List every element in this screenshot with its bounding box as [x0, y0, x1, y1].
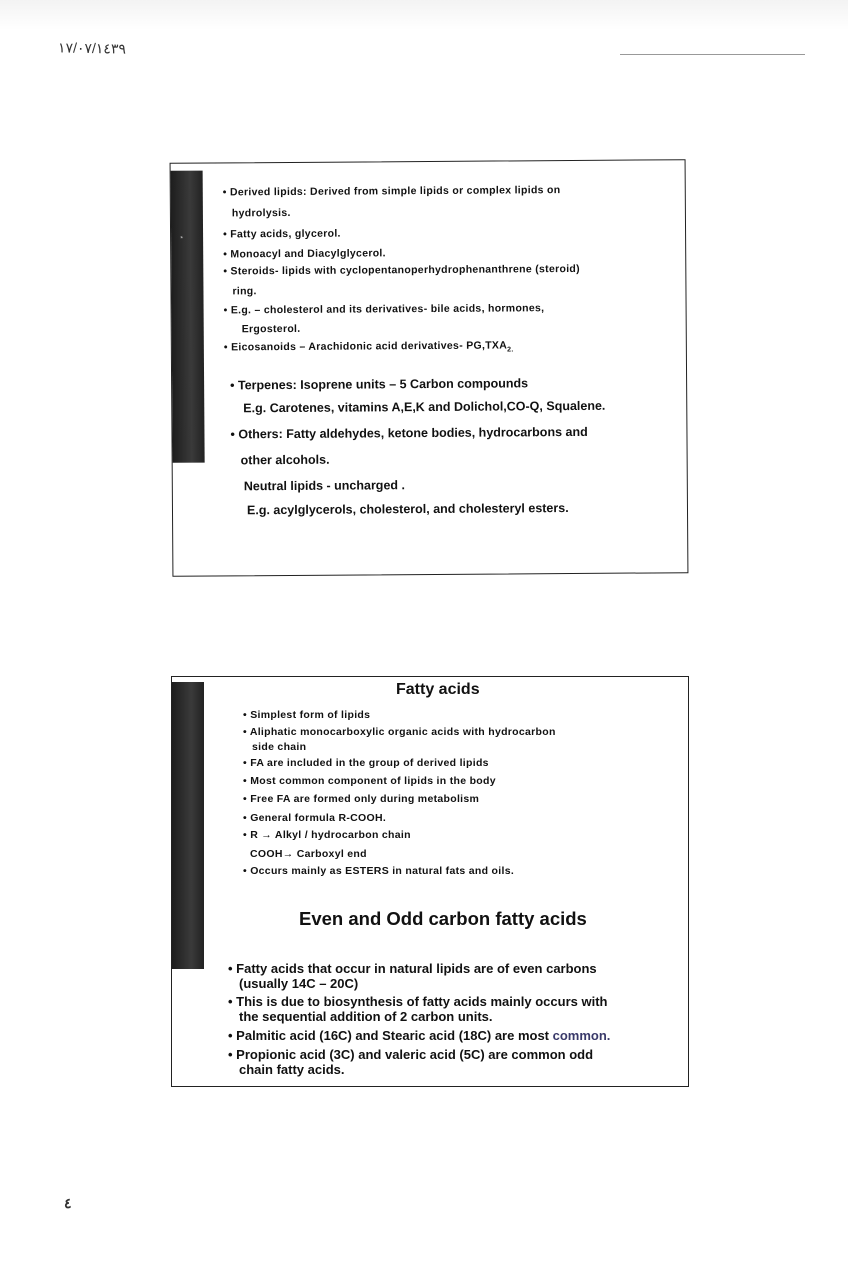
- eicosanoids-subscript: 2.: [507, 346, 514, 354]
- page-number: ٤: [64, 1195, 72, 1211]
- fa-item-9: • Occurs mainly as ESTERS in natural fats and oils.: [243, 865, 514, 877]
- slide-derived-lipids: [170, 159, 689, 577]
- neutral-lipids-example: E.g. acylglycerols, cholesterol, and cholesteryl esters.: [246, 501, 569, 518]
- others-cont: other alcohols.: [240, 452, 330, 468]
- derived-lipids-item: • Derived lipids: Derived from simple lipids or complex lipids on: [223, 184, 561, 198]
- fa-item-4: • Most common component of lipids in the body: [243, 775, 496, 787]
- slide-fatty-acids: [171, 676, 689, 1087]
- fa-item-7: • R → Alkyl / hydrocarbon chain: [243, 829, 411, 841]
- others-item: • Others: Fatty aldehydes, ketone bodies, hydrocarbons and: [230, 425, 587, 441]
- derived-lipids-cont: hydrolysis.: [231, 206, 291, 220]
- steroids-cont: ring.: [232, 285, 257, 298]
- even-item-4-cont: chain fatty acids.: [239, 1062, 345, 1077]
- cholesterol-example: • E.g. – cholesterol and its derivatives- bile acids, hormones,: [224, 302, 545, 316]
- scan-top-edge: [0, 0, 848, 30]
- even-item-4: • Propionic acid (3C) and valeric acid (5C) are common odd: [228, 1047, 593, 1062]
- eicosanoids-item: [224, 339, 514, 355]
- neutral-lipids: Neutral lipids - uncharged .: [243, 478, 406, 494]
- terpenes-example: E.g. Carotenes, vitamins A,E,K and Dolichol,CO-Q, Squalene.: [243, 398, 606, 416]
- slide-title: Fatty acids: [396, 681, 480, 698]
- fa-item-5: • Free FA are formed only during metabolism: [243, 793, 479, 805]
- even-item-3-end: common.: [552, 1028, 611, 1043]
- date-stamp: ١٧/٠٧/١٤٣٩: [57, 39, 127, 57]
- fa-item-1: • Simplest form of lipids: [243, 709, 370, 721]
- fa-item-2-cont: side chain: [252, 741, 307, 753]
- header-rule: [620, 54, 805, 55]
- steroids-item: • Steroids- lipids with cyclopentanoperhydrophenanthrene (steroid): [223, 263, 580, 277]
- fa-item-8: COOH→ Carboxyl end: [250, 848, 367, 860]
- even-item-2-cont: the sequential addition of 2 carbon units.: [239, 1009, 493, 1024]
- slide-accent-bar: [172, 682, 204, 969]
- cholesterol-example-cont: Ergosterol.: [241, 322, 301, 336]
- bar-marking: ⋆: [177, 234, 187, 240]
- even-item-2: • This is due to biosynthesis of fatty acids mainly occurs with: [228, 994, 607, 1009]
- even-item-3: [228, 1028, 610, 1043]
- fatty-acids-item: • Fatty acids, glycerol.: [223, 228, 341, 241]
- even-item-1: • Fatty acids that occur in natural lipids are of even carbons: [228, 961, 597, 976]
- terpenes-item: • Terpenes: Isoprene units – 5 Carbon compounds: [230, 376, 528, 392]
- acylglycerol-item: • Monoacyl and Diacylglycerol.: [223, 247, 386, 260]
- fa-item-6: • General formula R-COOH.: [243, 812, 386, 824]
- even-item-1-cont: (usually 14C – 20C): [239, 976, 359, 991]
- even-item-3-text: Palmitic acid (16C) and Stearic acid (18C) are most: [236, 1028, 550, 1043]
- eicosanoids-text: Eicosanoids – Arachidonic acid derivatives- PG,TXA: [231, 339, 508, 354]
- section-title: Even and Odd carbon fatty acids: [299, 908, 587, 929]
- fa-item-2: • Aliphatic monocarboxylic organic acids with hydrocarbon: [243, 726, 556, 738]
- slide-accent-bar: [171, 171, 205, 463]
- fa-item-3: • FA are included in the group of derived lipids: [243, 757, 489, 769]
